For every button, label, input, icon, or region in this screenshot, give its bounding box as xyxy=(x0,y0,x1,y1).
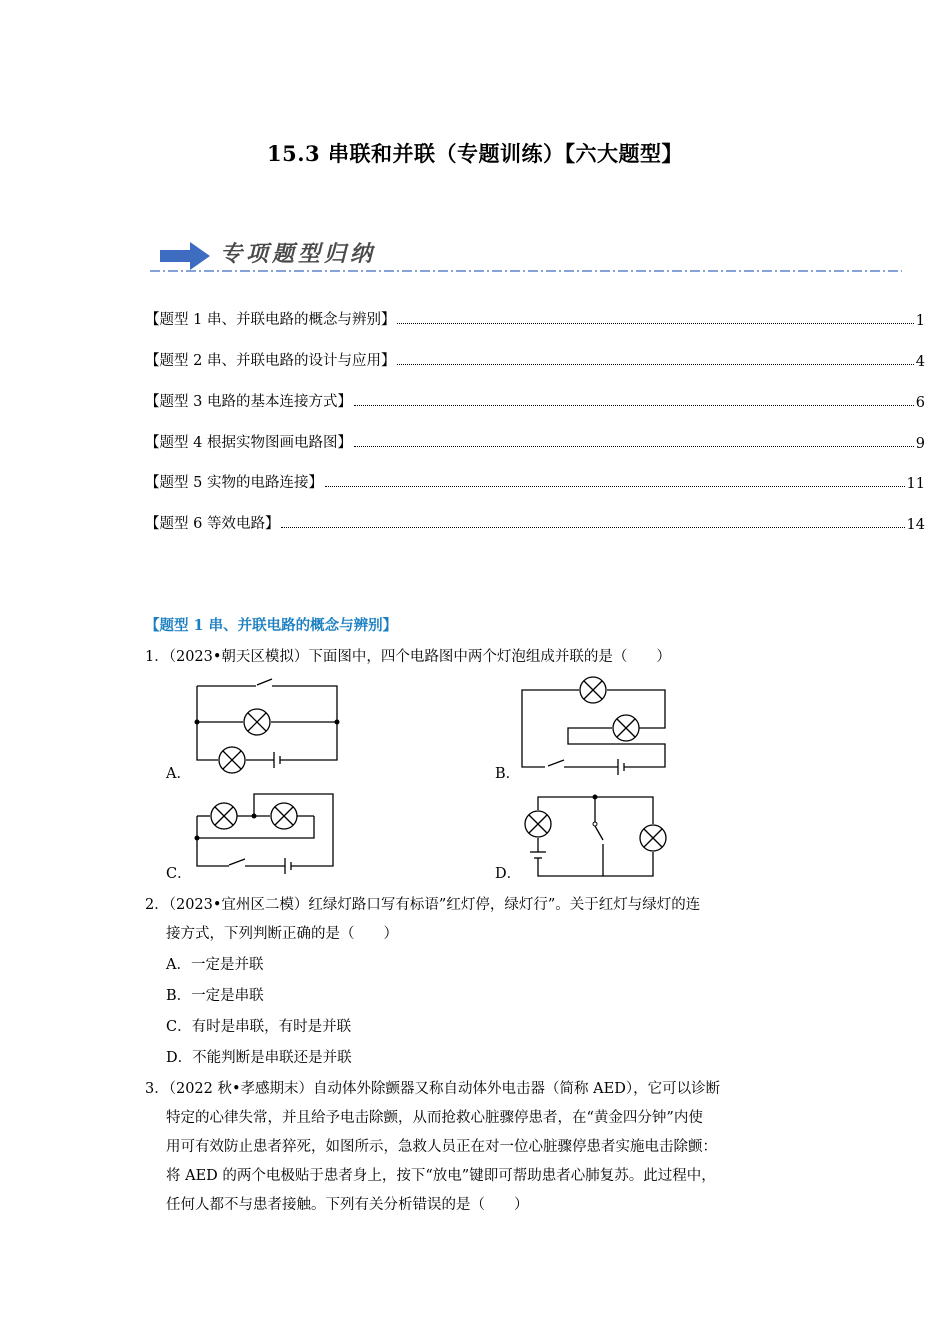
toc-entry[interactable]: 【题型 1 串、并联电路的概念与辨别】 1 xyxy=(145,312,925,329)
circuit-diagram-c[interactable] xyxy=(190,786,350,876)
toc-entry[interactable]: 【题型 4 根据实物图画电路图】 9 xyxy=(145,435,925,452)
q2-option-c[interactable]: C．有时是串联，有时是并联 xyxy=(166,1019,352,1035)
question-1-stem: 1．（2023•朝天区模拟）下面图中，四个电路图中两个灯泡组成并联的是（ ） xyxy=(145,649,671,665)
bulb-icon xyxy=(219,747,245,773)
circuit-diagram-b[interactable] xyxy=(515,672,675,772)
toc-entry[interactable]: 【题型 2 串、并联电路的设计与应用】 4 xyxy=(145,353,925,370)
q2-option-d[interactable]: D．不能判断是串联还是并联 xyxy=(166,1050,352,1066)
bulb-icon xyxy=(271,803,297,829)
bulb-icon xyxy=(640,825,666,851)
question-3-line-3: 用可有效防止患者猝死，如图所示，急救人员正在对一位心脏骤停患者实施电击除颤： xyxy=(166,1139,717,1155)
bulb-icon xyxy=(211,803,237,829)
toc-entry[interactable]: 【题型 5 实物的电路连接】 11 xyxy=(145,475,925,492)
question-3-line-5: 任何人都不与患者接触。下列有关分析错误的是（ ） xyxy=(166,1197,529,1213)
q1-option-c-label[interactable]: C． xyxy=(166,866,192,882)
question-2-stem-line-1: 2．（2023•宜州区二模）红绿灯路口写有标语”红灯停，绿灯行”。关于红灯与绿灯的连 xyxy=(145,897,701,913)
question-2-stem-line-2: 接方式，下列判断正确的是（ ） xyxy=(166,926,398,942)
q1-option-d-label[interactable]: D． xyxy=(495,866,522,882)
q2-option-a[interactable]: A．一定是并联 xyxy=(166,957,264,973)
question-3-line-2: 特定的心律失常，并且给予电击除颤，从而抢救心脏骤停患者，在“黄金四分钟”内使 xyxy=(166,1110,703,1126)
banner-title: 专项题型归纳 xyxy=(220,241,377,267)
question-3-line-4: 将 AED 的两个电极贴于患者身上，按下“放电”键即可帮助患者心肺复苏。此过程中， xyxy=(166,1168,716,1184)
q1-option-b-label[interactable]: B． xyxy=(495,766,521,782)
bulb-icon xyxy=(613,715,639,741)
bulb-icon xyxy=(580,677,606,703)
bulb-icon xyxy=(525,811,551,837)
bulb-icon xyxy=(244,709,270,735)
q2-option-b[interactable]: B．一定是串联 xyxy=(166,988,264,1004)
arrow-icon xyxy=(160,242,210,270)
section-heading-1: 【题型 1 串、并联电路的概念与辨别】 xyxy=(145,617,398,634)
q1-option-a-label[interactable]: A． xyxy=(166,766,191,782)
circuit-diagram-d[interactable] xyxy=(515,786,675,882)
page-title: 15.3 串联和并联（专题训练）【六大题型】 xyxy=(267,141,683,166)
question-3-line-1: 3．（2022 秋•孝感期末）自动体外除颤器又称自动体外电击器（简称 AED），它可以诊断 xyxy=(145,1081,721,1097)
toc-entry[interactable]: 【题型 3 电路的基本连接方式】 6 xyxy=(145,394,925,411)
circuit-diagram-a[interactable] xyxy=(190,672,350,772)
toc-entry[interactable]: 【题型 6 等效电路】 14 xyxy=(145,516,925,533)
